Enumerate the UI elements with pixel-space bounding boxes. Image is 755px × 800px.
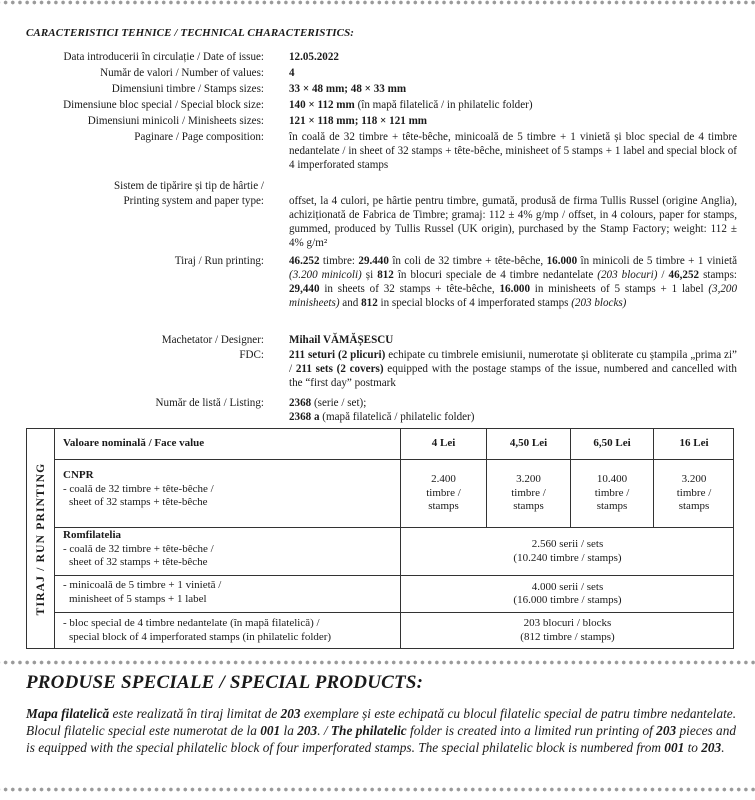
spec-value: 4 (289, 67, 295, 79)
spec-label: Număr de listă / Listing: (155, 397, 264, 409)
row-cnpr-value-3: 10.400 timbre / stamps (594, 473, 630, 513)
spec-value: 2368 (serie / set); 2368 a (mapă filatelică / philatelic folder) (289, 397, 475, 423)
spec-value: în coală de 32 timbre + tête-bêche, minicoală de 5 timbre + 1 vinietă și bloc special de 4 timbre nedantelate / in sheet of 32 stamps + tête-bêche, minisheet of 5 stamps + 1 label and special block of 4 imperforated stamps (289, 131, 737, 171)
row-cnpr-value-2: 3.200 timbre / stamps (511, 473, 546, 513)
row-block-value: 203 blocuri / blocks (812 timbre / stamps) (520, 617, 615, 643)
table-vertical-label: TIRAJ / RUN PRINTING (27, 429, 55, 648)
row-cnpr-value-4: 3.200 timbre / stamps (676, 473, 712, 513)
section-title: CARACTERISTICI TEHNICE / TECHNICAL CHARACTERISTICS: (26, 27, 355, 39)
spec-label: Data introducerii în circulație / Date of issue: (63, 51, 264, 63)
spec-label: Tiraj / Run printing: (174, 255, 264, 267)
spec-value: 12.05.2022 (289, 51, 339, 63)
spec-label: Număr de valori / Number of values: (100, 67, 264, 79)
row-romfilatelia-desc: Romfilatelia - coală de 32 timbre + tête-bêche / sheet of 32 stamps + tête-bêche (63, 529, 214, 568)
dotted-divider-middle (0, 660, 755, 665)
spec-label: Dimensiuni timbre / Stamps sizes: (111, 83, 264, 95)
spec-label: Dimensiuni minicoli / Minisheets sizes: (87, 115, 264, 127)
spec-value: 211 seturi (2 plicuri) echipate cu timbrele emisiunii, numerotate și obliterate cu ștampila „prima zi” / 211 sets (2 covers) equipped with the postage stamps of the issue, numbered and cancelled with the “first day” postmark (289, 349, 737, 389)
run-printing-table (26, 428, 734, 649)
spec-value: 33 × 48 mm; 48 × 33 mm (289, 83, 407, 95)
spec-label: Dimensiune bloc special / Special block size: (63, 99, 264, 111)
row-cnpr-desc: CNPR - coală de 32 timbre + tête-bêche / sheet of 32 stamps + tête-bêche (63, 469, 214, 508)
spec-label: Printing system and paper type: (123, 195, 264, 207)
header-value-4: 16 Lei (679, 437, 709, 450)
spec-value: Mihail VĂMĂȘESCU (289, 334, 394, 346)
special-products-text: Mapa filatelică este realizată în tiraj limitat de 203 exemplare și este echipată cu blocul filatelic special de patru timbre nedantelate. Blocul filatelic special este numerotat de la 001 la 203. / The philatelic folder is created into a limited run printing of 203 pieces and is equipped with the special philatelic block of four imperforated stamps. The special philatelic block is numbered from 001 to 203. (26, 706, 737, 755)
dotted-divider-bottom (0, 787, 755, 792)
row-minisheet-value: 4.000 serii / sets (16.000 timbre / stamps) (513, 580, 622, 606)
row-block-desc: - bloc special de 4 timbre nedantelate (în mapă filatelică) / special block of 4 imperforated stamps (in philatelic folder) (63, 617, 332, 643)
spec-value: 121 × 118 mm; 118 × 121 mm (289, 115, 428, 127)
header-value-2: 4,50 Lei (509, 437, 548, 450)
spec-label: Machetator / Designer: (161, 334, 264, 346)
special-products-title: PRODUSE SPECIALE / SPECIAL PRODUCTS: (26, 672, 424, 693)
spec-value: offset, la 4 culori, pe hârtie pentru timbre, gumată, produsă de firma Tullis Russel (origine Anglia), achiziționată de Fabrica de Timbre; gramaj: 112 ± 4% g/mp / offset, in 4 colours, paper for stamps, gummed, produced by Tullis Russel (UK origin), purchased by the Stamp Factory; weight: 112 ± 4% g/m² (289, 195, 737, 249)
header-value-1: 4 Lei (431, 437, 456, 450)
spec-value: 46.252 timbre: 29.440 în coli de 32 timbre + tête-bêche, 16.000 în minicoli de 5 timbre + 1 vinietă (3.200 minicoli) și 812 în blocuri speciale de 4 timbre nedantelate (203 blocuri) / 46,252 stamps: 29,440 in sheets of 32 stamps + tête-bêche, 16.000 in minisheets of 5 stamps + 1 label (3,200 minisheets) and 812 in special blocks of 4 imperforated stamps (203 blocks) (289, 255, 738, 309)
spec-value: 140 × 112 mm (în mapă filatelică / in philatelic folder) (289, 99, 533, 111)
spec-label: Paginare / Page composition: (134, 131, 264, 143)
header-value-3: 6,50 Lei (593, 437, 631, 450)
row-cnpr-value-1: 2.400 timbre / stamps (426, 473, 461, 513)
row-romfilatelia-value: 2.560 serii / sets (10.240 timbre / stamps) (513, 538, 622, 564)
row-minisheet-desc: - minicoală de 5 timbre + 1 vinietă / minisheet of 5 stamps + 1 label (63, 579, 222, 605)
header-face-value: Valoare nominală / Face value (63, 437, 205, 449)
dotted-divider-top (0, 0, 755, 5)
spec-label: Sistem de tipărire și tip de hârtie / (113, 180, 264, 192)
spec-label: FDC: (239, 349, 264, 361)
